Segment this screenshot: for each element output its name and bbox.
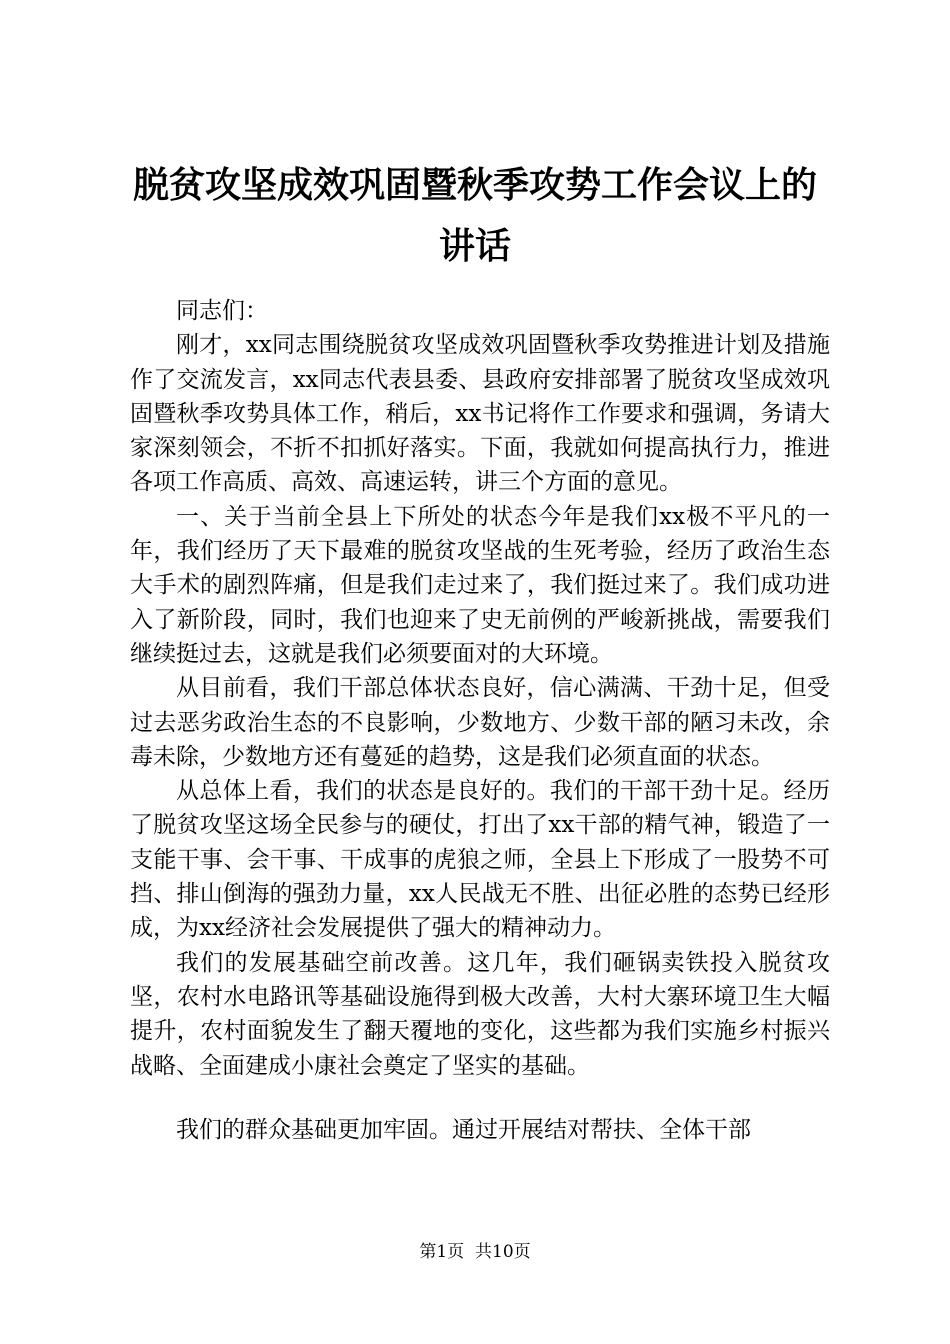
document-title: 脱贫攻坚成效巩固暨秋季攻势工作会议上的讲话	[132, 164, 817, 267]
page-footer	[0, 1242, 950, 1262]
paragraph-1: 刚才，xx同志围绕脱贫攻坚成效巩固暨秋季攻势推进计划及措施作了交流发言，xx同志代表县委、县政府安排部署了脱贫攻坚成效巩固暨秋季攻势具体工作，稍后，xx书记将作工作要求和强调，务请大家深刻领会，不折不扣抓好落实。下面，我就如何提高执行力，推进各项工作高质、高效、高速运转，讲三个方面的意见。	[130, 332, 830, 496]
paragraph-2: 一、关于当前全县上下所处的状态今年是我们xx极不平凡的一年，我们经历了天下最难的脱贫攻坚战的生死考验，经历了政治生态大手术的剧烈阵痛，但是我们走过来了，我们挺过来了。我们成功进入了新阶段，同时，我们也迎来了史无前例的严峻新挑战，需要我们继续挺过去，这就是我们必须要面对的大环境。	[130, 503, 830, 667]
document-body	[130, 294, 830, 1147]
paragraph-6: 我们的群众基础更加牢固。通过开展结对帮扶、全体干部	[176, 1116, 751, 1143]
page-number: 第1页	[419, 1242, 465, 1262]
paragraph-5: 我们的发展基础空前改善。这几年，我们砸锅卖铁投入脱贫攻坚，农村水电路讯等基础设施得到极大改善，大村大寨环境卫生大幅提升，农村面貌发生了翻天覆地的变化，这些都为我们实施乡村振兴战略、全面建成小康社会奠定了坚实的基础。	[130, 949, 830, 1079]
paragraph-4: 从总体上看，我们的状态是良好的。我们的干部干劲十足。经历了脱贫攻坚这场全民参与的硬仗，打出了xx干部的精气神，锻造了一支能干事、会干事、干成事的虎狼之师，全县上下形成了一股势不可挡、排山倒海的强劲力量，xx人民战无不胜、出征必胜的态势已经形成，为xx经济社会发展提供了强大的精神动力。	[130, 778, 830, 942]
paragraph-3: 从目前看，我们干部总体状态良好，信心满满、干劲十足，但受过去恶劣政治生态的不良影响，少数地方、少数干部的陋习未改，余毒未除，少数地方还有蔓延的趋势，这是我们必须直面的状态。	[130, 675, 830, 770]
salutation: 同志们：	[176, 298, 268, 324]
footer-separator	[464, 1242, 475, 1262]
page-total: 共10页	[475, 1242, 531, 1262]
